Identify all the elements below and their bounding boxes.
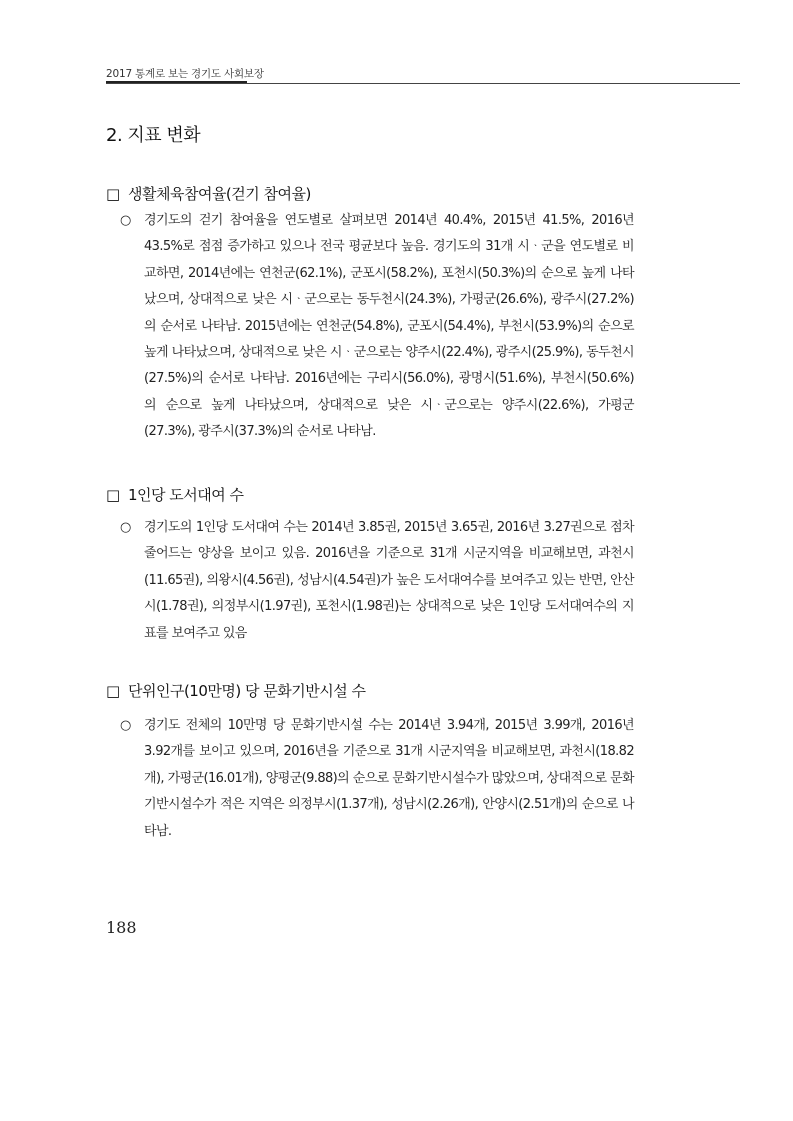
checkbox-square-icon: □ <box>106 682 120 700</box>
bullet-text: 경기도 전체의 10만명 당 문화기반시설 수는 2014년 3.94개, 2015년 3.99개, 2016년 3.92개를 보이고 있으며, 2016년을 기준으로 31개 시군지역을 비교해보면, 과천시(18.82개), 가평군(16.01개), 양평군(9.88)의 순으로 문화기반시설수가 많았으며, 상대적으로 문화기반시설수가 적은 지역은 의정부시(1.37개), 성남시(2.26개), 안양시(2.51개)의 순으로 나타남. <box>144 718 634 839</box>
page-number: 188 <box>106 918 137 937</box>
bullet-text: 경기도의 걷기 참여율을 연도별로 살펴보면 2014년 40.4%, 2015년 41.5%, 2016년 43.5%로 점점 증가하고 있으나 전국 평균보다 높음. 경기도의 31개 시ᆞ군을 연도별로 비교하면, 2014년에는 연천군(62.1%), 군포시(58.2%), 포천시(50.3%)의 순으로 높게 나타났으며, 상대적으로 낮은 시ᆞ군으로는 동두천시(24.3%), 가평군(26.6%), 광주시(27.2%)의 순서로 나타남. 2015년에는 연천군(54.8%), 군포시(54.4%), 부천시(53.9%)의 순으로 높게 나타났으며, 상대적으로 낮은 시ᆞ군으로는 양주시(22.4%), 광주시(25.9%), 동두천시(27.5%)의 순서로 나타남. 2016년에는 구리시(56.0%), 광명시(51.6%), 부천시(50.6%)의 순으로 높게 나타났으며, 상대적으로 낮은 시ᆞ군으로는 양주시(22.6%), 가평군(27.3%), 광주시(37.3%)의 순서로 나타남. <box>144 213 634 440</box>
header-rule <box>106 83 740 84</box>
bullet-item-library <box>120 515 634 647</box>
circle-bullet-icon: ○ <box>120 520 131 535</box>
checkbox-square-icon: □ <box>106 185 120 203</box>
subsection-heading-walking <box>106 183 311 204</box>
running-header <box>106 66 740 88</box>
circle-bullet-icon: ○ <box>120 718 131 733</box>
subsection-heading-library <box>106 484 244 505</box>
subsection-heading-culture <box>106 680 365 701</box>
subsection-heading-label: 1인당 도서대여 수 <box>128 486 244 504</box>
subsection-heading-label: 생활체육참여율(걷기 참여율) <box>128 185 311 203</box>
bullet-item-walking <box>120 208 634 446</box>
circle-bullet-icon: ○ <box>120 213 131 228</box>
bullet-item-culture <box>120 713 634 845</box>
header-title: 2017 통계로 보는 경기도 사회보장 <box>106 68 264 80</box>
subsection-heading-label: 단위인구(10만명) 당 문화기반시설 수 <box>128 682 366 700</box>
bullet-text: 경기도의 1인당 도서대여 수는 2014년 3.85권, 2015년 3.65권, 2016년 3.27권으로 점차 줄어드는 양상을 보이고 있음. 2016년을 기준으로 31개 시군지역을 비교해보면, 과천시(11.65권), 의왕시(4.56권), 성남시(4.54권)가 높은 도서대여수를 보여주고 있는 반면, 안산시(1.78권), 의정부시(1.97권), 포천시(1.98권)는 상대적으로 낮은 1인당 도서대여수의 지표를 보여주고 있음 <box>144 520 634 641</box>
section-title: 2. 지표 변화 <box>106 125 201 146</box>
checkbox-square-icon: □ <box>106 486 120 504</box>
